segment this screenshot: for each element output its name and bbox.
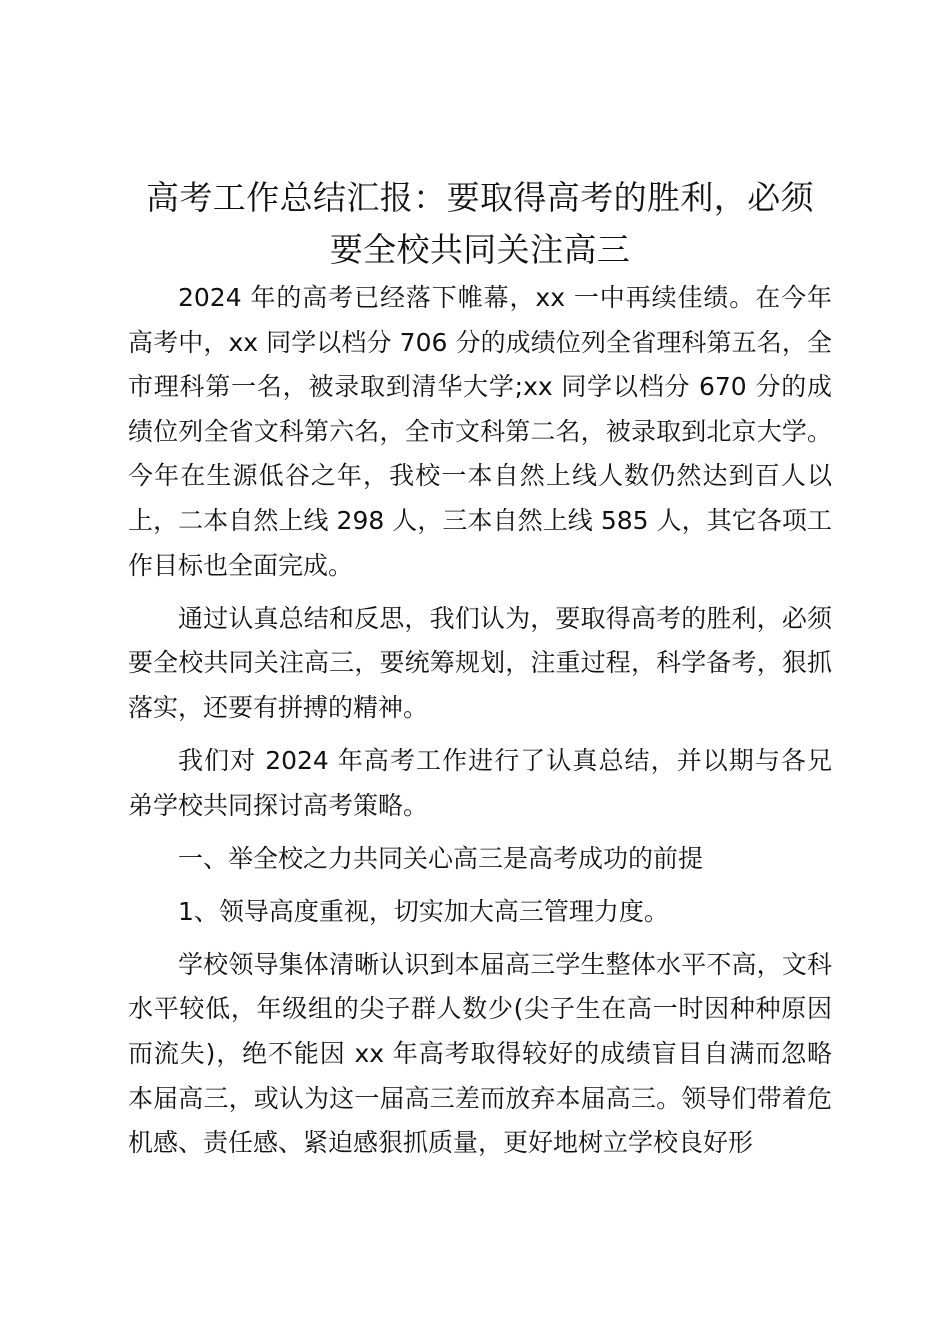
document-title bbox=[128, 172, 832, 276]
paragraph-reflection: 通过认真总结和反思，我们认为，要取得高考的胜利，必须要全校共同关注高三，要统筹规划，注重过程，科学备考，狠抓落实，还要有拼搏的精神。 bbox=[128, 603, 832, 722]
section-heading-1: 一、举全校之力共同关心高三是高考成功的前提 bbox=[178, 843, 704, 873]
document-page bbox=[128, 172, 832, 1166]
paragraph-summary: 我们对 2024 年高考工作进行了认真总结，并以期与各兄弟学校共同探讨高考策略。 bbox=[128, 745, 832, 820]
paragraph-results: 2024 年的高考已经落下帷幕，xx 一中再续佳绩。在今年高考中，xx 同学以档分 706 分的成绩位列全省理科第五名，全市理科第一名，被录取到清华大学;xx 同学以档分 670 分的成绩位列全省文科第六名，全市文科第二名，被录取到北京大学。今年在生源低谷之年，我校一本自然上线人数仍然达到百人以上，二本自然上线 298 人，三本自然上线 585 人，其它各项工作目标也全面完成。 bbox=[128, 283, 832, 580]
title-line-2: 要全校共同关注高三 bbox=[329, 230, 631, 269]
title-line-1: 高考工作总结汇报：要取得高考的胜利，必须 bbox=[146, 178, 814, 217]
subsection-heading-1: 1、领导高度重视，切实加大高三管理力度。 bbox=[178, 896, 669, 926]
paragraph-leadership: 学校领导集体清晰认识到本届高三学生整体水平不高，文科水平较低，年级组的尖子群人数少(尖子生在高一时因种种原因而流失)，绝不能因 xx 年高考取得较好的成绩盲目自满而忽略本届高三，或认为这一届高三差而放弃本届高三。领导们带着危机感、责任感、紧迫感狠抓质量，更好地树立学校良好形 bbox=[128, 949, 832, 1158]
